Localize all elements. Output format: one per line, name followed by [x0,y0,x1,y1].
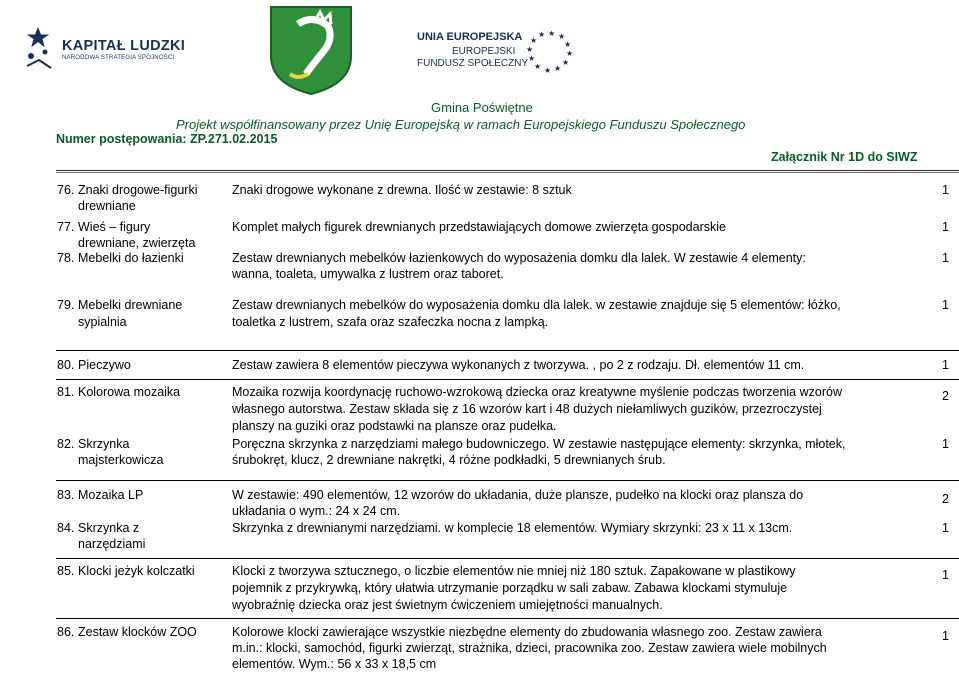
row-separator [56,618,959,619]
svg-text:★: ★ [530,36,538,45]
row-number: 77. [57,220,75,234]
ue-line2: EUROPEJSKI [452,46,516,57]
item-name: Mebelki do łazienki [78,251,184,265]
ue-line3: FUNDUSZ SPOŁECZNY [417,58,529,69]
row-number: 79. [57,298,75,312]
item-description: Zestaw drewnianych mebelków łazienkowych do wyposażenia domku dla lalek. W zestawie 4 elementy: [232,251,806,265]
item-quantity: 1 [942,183,949,197]
row-number: 78. [57,251,75,265]
header-divider [56,170,959,171]
item-quantity: 1 [942,220,949,234]
item-description: Poręczna skrzynka z narzędziami małego budowniczego. W zestawie następujące elementy: skrzynka, młotek, [232,437,846,451]
project-line: Projekt współfinansowany przez Unię Europejską w ramach Europejskiego Funduszu Społecznego [176,117,746,132]
item-quantity: 1 [942,568,949,582]
item-description: Kolorowe klocki zawierające wszystkie niezbędne elementy do zbudowania własnego zoo. Zestaw zawiera [232,625,822,639]
item-description: układania o wym.: 24 x 24 cm. [232,504,401,518]
row-separator [56,350,959,351]
item-description: planszy na guziki oraz podstawki na plansze oraz pudełka. [232,419,557,433]
item-description: toaletka z lustrem, szafa oraz szafeczka nocna z lampką. [232,315,549,329]
row-separator [56,379,959,380]
item-description: pojemnik z przykrywką, który ułatwia utrzymanie porządku w sali zabaw. Zabawa klockami stymuluje [232,581,788,595]
item-description: Zestaw zawiera 8 elementów pieczywa wykonanych z tworzywa. , po 2 z rodzaju. Dł. elementów 11 cm. [232,358,805,372]
item-quantity: 1 [942,298,949,312]
row-number: 82. [57,437,75,451]
item-quantity: 1 [942,358,949,372]
row-separator [56,558,959,559]
item-name: drewniane [78,199,136,213]
item-name: Skrzynka z [78,521,140,535]
row-number: 80. [57,358,75,372]
svg-text:★: ★ [564,40,572,49]
row-number: 85. [57,564,75,578]
svg-text:★: ★ [526,45,534,54]
gmina-crest-icon [268,4,354,96]
item-quantity: 2 [942,492,949,506]
svg-text:★: ★ [538,30,546,39]
ue-title: UNIA EUROPEJSKA [417,31,523,43]
row-separator [56,480,959,481]
row-number: 81. [57,385,75,399]
row-number: 83. [57,488,75,502]
item-description: Zestaw drewnianych mebelków do wyposażenia domku dla lalek. w zestawie znajduje się 5 elementów: łóżko, [232,298,841,312]
item-name: Skrzynka [78,437,130,451]
kapital-ludzki-title: KAPITAŁ LUDZKI [62,38,186,54]
item-description: Skrzynka z drewnianymi narzędziami. w komplecie 18 elementów. Wymiary skrzynki: 23 x 11 x 13cm. [232,521,793,535]
item-name: Mebelki drewniane [78,298,183,312]
item-description: Komplet małych figurek drewnianych przedstawiających domowe zwierzęta gospodarskie [232,220,726,234]
attachment-label: Załącznik Nr 1D do SIWZ [771,150,918,164]
item-name: Klocki jeżyk kolczatki [78,564,195,578]
svg-text:★: ★ [562,58,570,67]
item-description: wanna, toaleta, umywalka z lustrem oraz taboret. [232,267,504,281]
svg-text:★: ★ [548,29,556,38]
item-description: śrubokręt, klucz, 2 drewniane nakrętki, 4 różne podkładki, 5 drewnianych śrub. [232,453,666,467]
row-number: 86. [57,625,75,639]
svg-text:★: ★ [534,62,542,71]
item-name: Pieczywo [78,358,131,372]
item-name: Mozaika LP [78,488,144,502]
item-quantity: 2 [942,389,949,403]
row-number: 84. [57,521,75,535]
gmina-name: Gmina Poświętne [431,100,533,115]
item-name: Kolorowa mozaika [78,385,181,399]
item-description: wyobraźnię dziecka oraz jest świetnym ćwiczeniem umiejętności manualnych. [232,598,663,612]
item-description: Klocki z tworzywa sztucznego, o liczbie elementów nie mniej niż 180 sztuk. Zapakowane w plastikowy [232,564,796,578]
item-description: Mozaika rozwija koordynację ruchowo-wzrokową dziecka oraz kreatywne myślenie podczas tworzenia wzorów [232,385,842,399]
item-description: W zestawie: 490 elementów, 12 wzorów do układania, duże plansze, pudełko na klocki oraz plansza do [232,488,804,502]
row-number: 76. [57,183,75,197]
item-quantity: 1 [942,251,949,265]
item-description: Znaki drogowe wykonane z drewna. Ilość w zestawie: 8 sztuk [232,183,572,197]
item-description: m.in.: klocki, samochód, figurki zwierząt, strażnika, dzieci, pracownika zoo. Zestaw zawiera wiele mobilnych [232,641,827,655]
svg-text:★: ★ [554,64,562,73]
item-name: sypialnia [78,315,127,329]
kapital-ludzki-subtitle: NARODOWA STRATEGIA SPÓJNOŚCI [62,55,175,61]
item-name: Wieś – figury [78,220,151,234]
item-quantity: 1 [942,629,949,643]
item-quantity: 1 [942,521,949,535]
item-name: narzędziami [78,537,146,551]
svg-text:★: ★ [566,49,574,58]
procedure-number: Numer postępowania: ZP.271.02.2015 [56,132,278,146]
item-name: Znaki drogowe-figurki [78,183,198,197]
svg-text:★: ★ [544,66,552,75]
item-description: elementów. Wym.: 56 x 33 x 18,5 cm [232,657,437,671]
item-description: własnego autorstwa. Zestaw składa się z 16 wzorów kart i 48 dużych niełamliwych guzików, przezroczystej [232,402,822,416]
item-name: Zestaw klocków ZOO [78,625,197,639]
item-quantity: 1 [942,437,949,451]
item-name: majsterkowicza [78,453,164,467]
header-divider-thin [56,172,959,173]
svg-text:★: ★ [528,54,536,63]
item-name: drewniane, zwierzęta [78,236,196,250]
svg-text:★: ★ [558,32,566,41]
eu-flag-icon [520,26,580,76]
